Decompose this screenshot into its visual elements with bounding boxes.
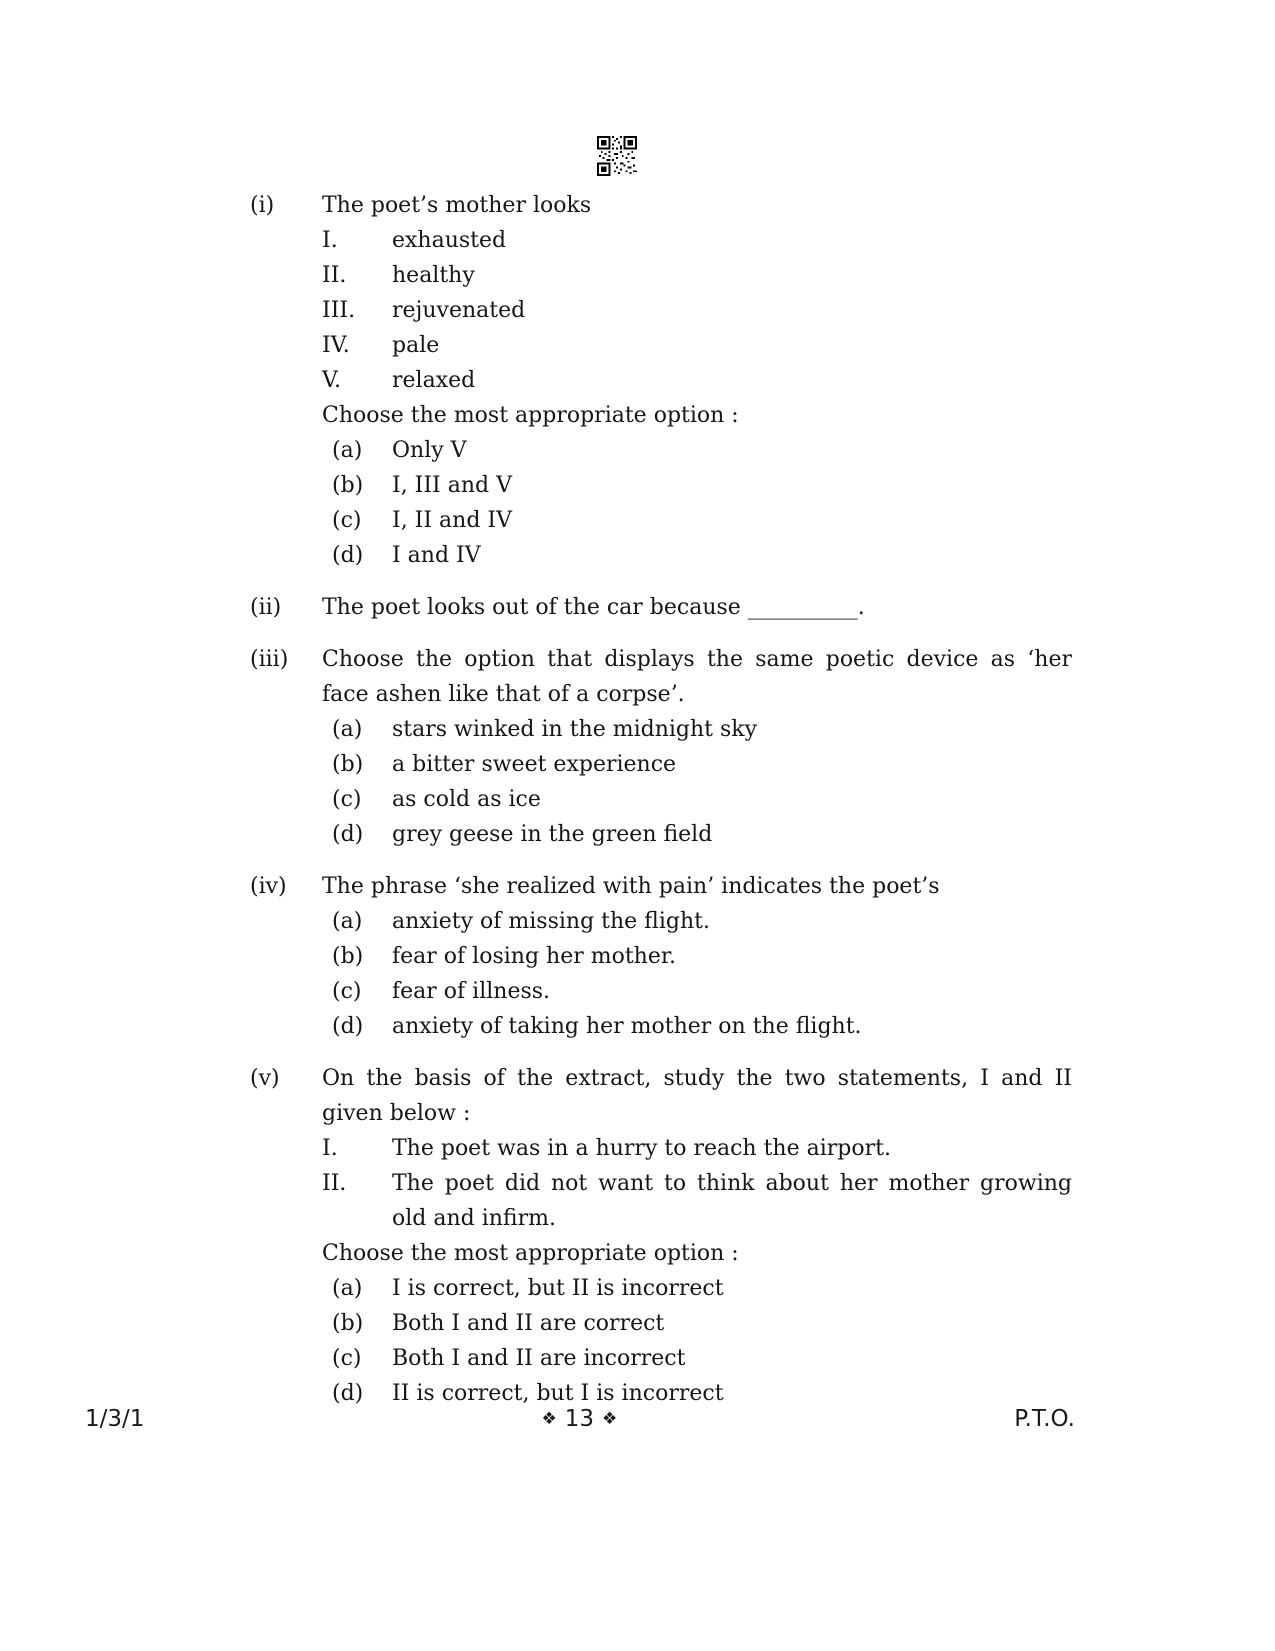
page-number: 13 — [564, 1406, 594, 1432]
option-text: Both I and II are incorrect — [392, 1346, 686, 1371]
option-a — [322, 712, 1072, 747]
option-label: (b) — [332, 752, 364, 777]
option-b — [322, 747, 1072, 782]
option-label: (b) — [332, 944, 364, 969]
roman-label: I. — [322, 1136, 338, 1161]
question-text: The phrase ‘she realized with pain’ indicates the poet’s — [322, 874, 940, 899]
option-text: I, III and V — [392, 473, 512, 498]
option-d — [322, 1009, 1072, 1044]
option-text: grey geese in the green field — [392, 822, 713, 847]
option-d — [322, 817, 1072, 852]
option-d — [322, 538, 1072, 573]
roman-item — [322, 1131, 1072, 1166]
option-label: (d) — [332, 822, 364, 847]
roman-item — [322, 363, 1072, 398]
roman-label: I. — [322, 228, 338, 253]
option-b — [322, 939, 1072, 974]
question-number: (i) — [250, 193, 275, 218]
question-ii — [250, 590, 1072, 625]
question-text: On the basis of the extract, study the two statements, I and II given below : — [322, 1066, 1072, 1126]
option-label: (b) — [332, 1311, 364, 1336]
roman-text: The poet did not want to think about her mother growing old and infirm. — [392, 1171, 1072, 1231]
option-text: Only V — [392, 438, 467, 463]
option-text: a bitter sweet experience — [392, 752, 677, 777]
option-text: fear of illness. — [392, 979, 551, 1004]
option-text: stars winked in the midnight sky — [392, 717, 758, 742]
option-text: as cold as ice — [392, 787, 541, 812]
option-c — [322, 1341, 1072, 1376]
option-b — [322, 1306, 1072, 1341]
ornament-right-icon: ❖ — [601, 1409, 618, 1429]
roman-text: rejuvenated — [392, 298, 526, 323]
option-text: II is correct, but I is incorrect — [392, 1381, 724, 1406]
option-label: (b) — [332, 473, 364, 498]
qr-code-icon — [597, 136, 637, 176]
option-label: (c) — [332, 508, 362, 533]
roman-item — [322, 223, 1072, 258]
option-label: (a) — [332, 438, 363, 463]
option-label: (a) — [332, 909, 363, 934]
roman-text: healthy — [392, 263, 475, 288]
question-v — [250, 1061, 1072, 1411]
choose-prompt: Choose the most appropriate option : — [322, 403, 739, 428]
option-text: Both I and II are correct — [392, 1311, 665, 1336]
option-c — [322, 974, 1072, 1009]
option-label: (c) — [332, 979, 362, 1004]
option-label: (c) — [332, 1346, 362, 1371]
option-text: I is correct, but II is incorrect — [392, 1276, 724, 1301]
roman-label: IV. — [322, 333, 350, 358]
roman-text: relaxed — [392, 368, 476, 393]
option-a — [322, 1271, 1072, 1306]
question-i — [250, 188, 1072, 573]
question-number: (v) — [250, 1066, 280, 1091]
option-text: anxiety of missing the flight. — [392, 909, 710, 934]
question-number: (iv) — [250, 874, 287, 899]
questions-area — [250, 188, 1072, 1428]
option-text: I and IV — [392, 543, 481, 568]
option-label: (d) — [332, 1381, 364, 1406]
option-label: (a) — [332, 1276, 363, 1301]
page-footer — [85, 1402, 1075, 1439]
question-text: Choose the option that displays the same poetic device as ‘her face ashen like that of a corpse’. — [322, 647, 1072, 707]
roman-label: II. — [322, 1171, 347, 1196]
roman-item — [322, 258, 1072, 293]
choose-prompt: Choose the most appropriate option : — [322, 1241, 739, 1266]
question-text: The poet looks out of the car because __________. — [322, 595, 865, 620]
question-iii — [250, 642, 1072, 852]
roman-label: III. — [322, 298, 356, 323]
option-text: fear of losing her mother. — [392, 944, 676, 969]
paper-code: 1/3/1 — [85, 1406, 145, 1432]
question-text: The poet’s mother looks — [322, 193, 592, 218]
option-c — [322, 782, 1072, 817]
question-iv — [250, 869, 1072, 1044]
roman-item — [322, 328, 1072, 363]
option-b — [322, 468, 1072, 503]
roman-text: exhausted — [392, 228, 507, 253]
roman-text: pale — [392, 333, 440, 358]
option-label: (d) — [332, 1014, 364, 1039]
roman-label: II. — [322, 263, 347, 288]
pto-label: P.T.O. — [1014, 1406, 1075, 1432]
ornament-left-icon: ❖ — [541, 1409, 557, 1429]
option-a — [322, 433, 1072, 468]
question-number: (ii) — [250, 595, 282, 620]
roman-text: The poet was in a hurry to reach the airport. — [392, 1136, 891, 1161]
roman-item — [322, 293, 1072, 328]
roman-item — [322, 1166, 1072, 1236]
page-number-block — [533, 1402, 625, 1439]
option-label: (a) — [332, 717, 363, 742]
option-label: (c) — [332, 787, 362, 812]
option-a — [322, 904, 1072, 939]
roman-label: V. — [322, 368, 342, 393]
question-number: (iii) — [250, 647, 289, 672]
option-label: (d) — [332, 543, 364, 568]
option-text: anxiety of taking her mother on the flight. — [392, 1014, 862, 1039]
option-c — [322, 503, 1072, 538]
option-text: I, II and IV — [392, 508, 512, 533]
